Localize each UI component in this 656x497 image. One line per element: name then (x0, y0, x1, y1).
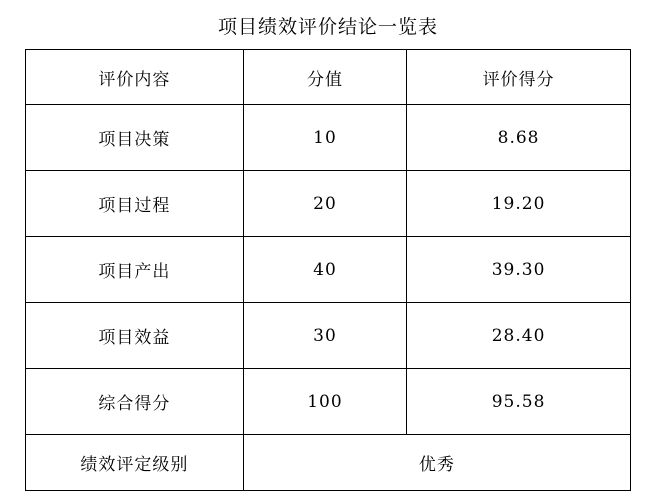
row-content-label: 项目效益 (26, 303, 244, 369)
row-content-label: 项目产出 (26, 237, 244, 303)
performance-evaluation-table (25, 49, 631, 491)
row-score-earned: 19.20 (407, 171, 631, 237)
table-total-row (26, 369, 631, 435)
row-score-earned: 28.40 (407, 303, 631, 369)
row-content-label: 项目过程 (26, 171, 244, 237)
row-score-value: 10 (243, 105, 406, 171)
table-row (26, 303, 631, 369)
page-title: 项目绩效评价结论一览表 (217, 16, 438, 38)
row-score-value: 40 (243, 237, 406, 303)
table-header-cell-value: 分值 (243, 50, 406, 105)
table-row (26, 171, 631, 237)
row-content-label: 项目决策 (26, 105, 244, 171)
table-row (26, 237, 631, 303)
row-score-value: 20 (243, 171, 406, 237)
total-score-value: 100 (243, 369, 406, 435)
row-score-earned: 39.30 (407, 237, 631, 303)
grade-value: 优秀 (243, 435, 630, 491)
table-header-row (26, 50, 631, 105)
table-header-cell-content: 评价内容 (26, 50, 244, 105)
row-score-earned: 8.68 (407, 105, 631, 171)
grade-label: 绩效评定级别 (26, 435, 244, 491)
table-grade-row (26, 435, 631, 491)
table-row (26, 105, 631, 171)
table-header-cell-earned: 评价得分 (407, 50, 631, 105)
total-label: 综合得分 (26, 369, 244, 435)
row-score-value: 30 (243, 303, 406, 369)
total-score-earned: 95.58 (407, 369, 631, 435)
